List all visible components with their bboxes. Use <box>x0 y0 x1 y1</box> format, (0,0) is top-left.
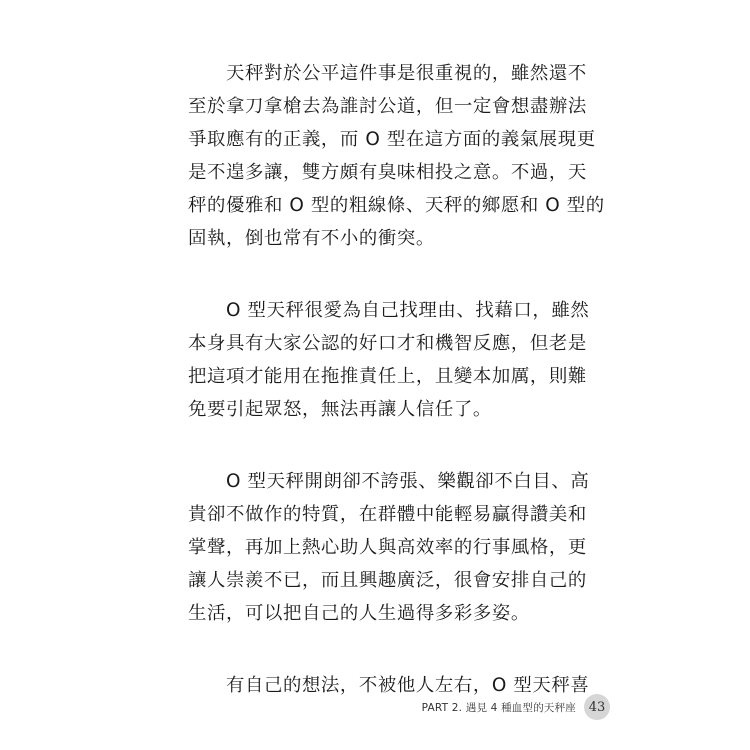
page-footer <box>422 694 610 720</box>
text-line: O 型天秤開朗卻不誇張、樂觀卻不白目、高 <box>188 471 590 492</box>
text-line: O 型天秤很愛為自己找理由、找藉口，雖然 <box>188 300 590 321</box>
text-line: 天秤對於公平這件事是很重視的，雖然還不 <box>188 63 587 84</box>
text-line: 免要引起眾怒，無法再讓人信任了。 <box>188 399 492 420</box>
text-line: 固執，倒也常有不小的衝突。 <box>188 228 435 249</box>
paragraph-2 <box>188 294 590 426</box>
text-line: 至於拿刀拿槍去為誰討公道，但一定會想盡辦法 <box>188 96 587 117</box>
text-line: 讓人崇羨不已，而且興趣廣泛，很會安排自己的 <box>188 570 587 591</box>
paragraph-3 <box>188 465 590 630</box>
text-line: 生活，可以把自己的人生過得多彩多姿。 <box>188 603 530 624</box>
running-head: PART 2. 遇見 4 種血型的天秤座 <box>421 701 576 714</box>
text-line: 秤的優雅和 O 型的粗線條、天秤的鄉愿和 O 型的 <box>188 195 605 216</box>
paragraph-1 <box>188 57 605 255</box>
page-number: 43 <box>584 694 610 720</box>
text-line: 是不遑多讓，雙方頗有臭味相投之意。不過，天 <box>188 162 587 183</box>
body-text <box>188 57 605 702</box>
paragraph-gap <box>188 630 560 669</box>
text-line: 把這項才能用在拖推責任上，且變本加厲，則難 <box>188 366 587 387</box>
text-line: 本身具有大家公認的好口才和機智反應，但老是 <box>188 333 587 354</box>
text-line: 掌聲，再加上熱心助人與高效率的行事風格，更 <box>188 537 587 558</box>
paragraph-gap <box>188 255 560 294</box>
text-line: 貴卻不做作的特質，在群體中能輕易贏得讚美和 <box>188 504 587 525</box>
paragraph-gap <box>188 426 560 465</box>
text-line: 有自己的想法，不被他人左右，O 型天秤喜 <box>188 675 590 696</box>
text-line: 爭取應有的正義，而 O 型在這方面的義氣展現更 <box>188 129 596 150</box>
